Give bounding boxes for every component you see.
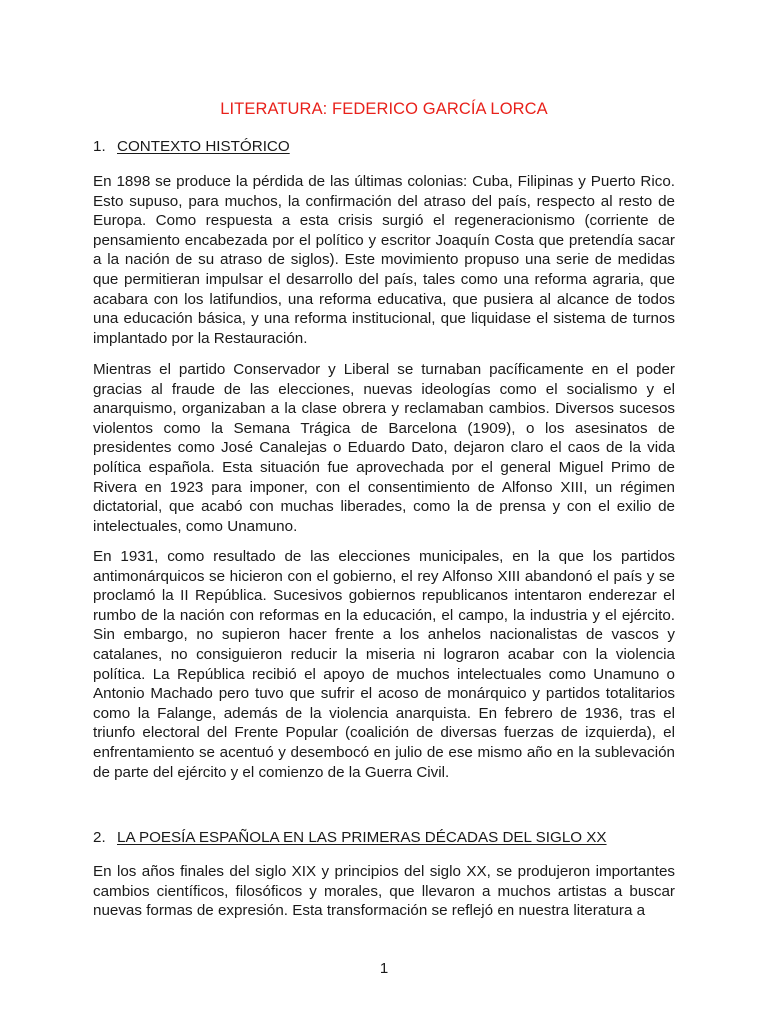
paragraph: En 1898 se produce la pérdida de las últimas colonias: Cuba, Filipinas y Puerto Rico. Esto supuso, para muchos, la confirmación del atraso del país, respecto al resto de Europa. Como respuesta a esta crisis surgió el regeneracionismo (corriente de pensamiento encabezada por el político y escritor Joaquín Costa que pretendía sacar a la nación de su atraso de siglos). Este movimiento propuso una serie de medidas que permitieran impulsar el desarrollo del país, tales como una reforma agraria, que acabara con los latifundios, una reforma educativa, que pusiera al alcance de todos una educación básica, y una reforma institucional, que liquidase el sistema de turnos implantado por la Restauración. [93, 173, 675, 347]
page-number: 1 [379, 960, 389, 977]
section-number: 2. [93, 829, 106, 846]
paragraph: Mientras el partido Conservador y Liberal se turnaban pacíficamente en el poder gracias al fraude de las elecciones, nuevas ideologías como el socialismo y el anarquismo, organizaban a la clase obrera y reclamaban cambios. Diversos sucesos violentos como la Semana Trágica de Barcelona (1909), o los asesinatos de presidentes como José Canalejas o Eduardo Dato, dejaron claro el caos de la vida política española. Esta situación fue aprovechada por el general Miguel Primo de Rivera en 1923 para imponer, con el consentimiento de Alfonso XIII, un régimen dictatorial, que acabó con muchas liberades, como la de prensa y con el exilio de intelectuales, como Unamuno. [93, 361, 675, 535]
paragraph: En 1931, como resultado de las elecciones municipales, en la que los partidos antimonárquicos se hicieron con el gobierno, el rey Alfonso XIII abandonó el país y se proclamó la II República. Sucesivos gobiernos republicanos intentaron enderezar el rumbo de la nación con reformas en la educación, el campo, la industria y el ejército. Sin embargo, no supieron hacer frente a los anhelos nacionalistas de vascos y catalanes, no consiguieron reducir la miseria ni lograron acabar con la violencia política. La República recibió el apoyo de muchos intelectuales como Unamuno o Antonio Machado pero tuvo que sufrir el acoso de monárquico y partidos totalitarios como la Falange, además de la violencia anarquista. En febrero de 1936, tras el triunfo electoral del Frente Popular (coalición de diversas fuerzas de izquierda), el enfrentamiento se acentuó y desembocó en julio de ese mismo año en la sublevación de parte del ejército y el comienzo de la Guerra Civil. [93, 548, 675, 781]
section-number: 1. [93, 138, 106, 155]
paragraph: En los años finales del siglo XIX y principios del siglo XX, se produjeron importantes cambios científicos, filosóficos y morales, que llevaron a muchos artistas a buscar nuevas formas de expresión. Esta transformación se reflejó en nuestra literatura a [93, 863, 675, 920]
section-heading-text: CONTEXTO HISTÓRICO [117, 138, 290, 155]
section-heading-contexto-historico [93, 138, 290, 155]
document-title: LITERATURA: FEDERICO GARCÍA LORCA [220, 100, 548, 118]
section-heading-poesia-espanola [93, 829, 607, 846]
section-heading-text: LA POESÍA ESPAÑOLA EN LAS PRIMERAS DÉCADAS DEL SIGLO XX [117, 829, 607, 846]
